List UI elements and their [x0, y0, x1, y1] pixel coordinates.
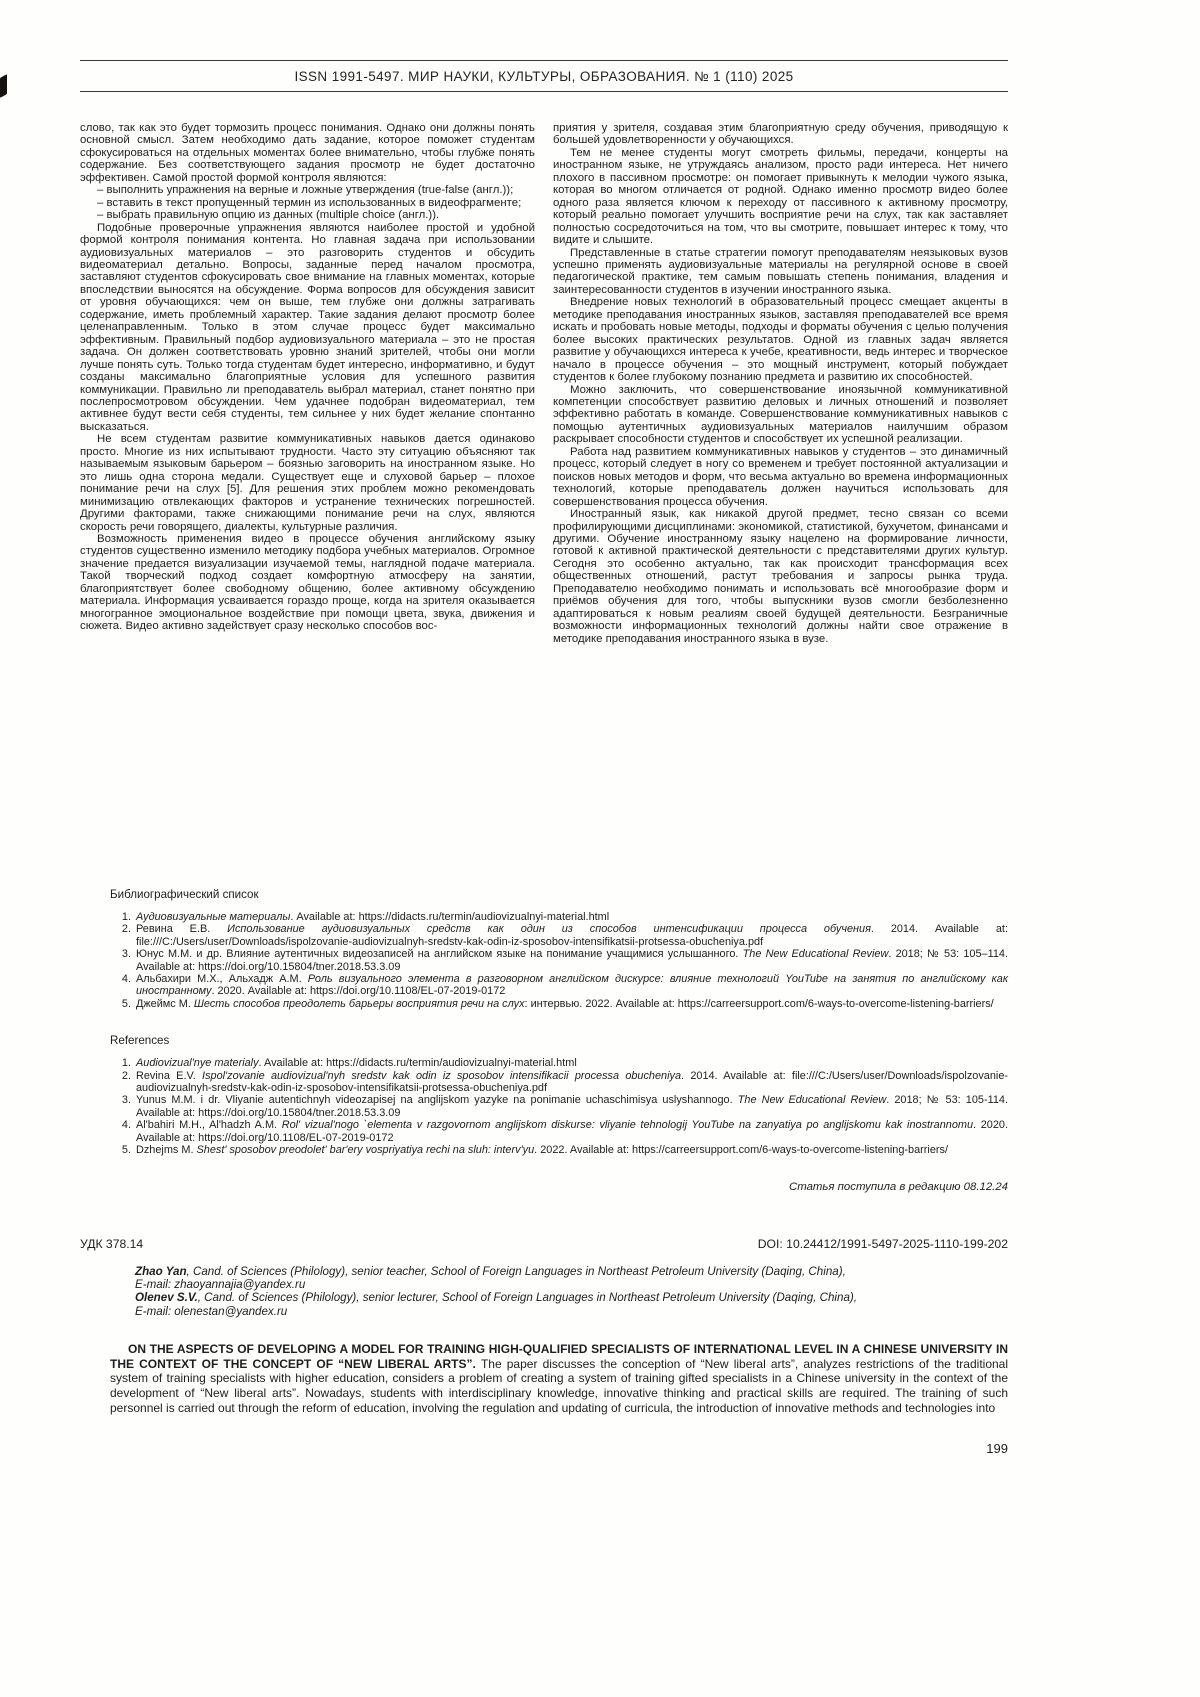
- references-heading: References: [110, 1034, 170, 1048]
- bibliography-item: 3. Юнус М.М. и др. Влияние аутентичных видеозаписей на английском языке на понимание учащимися услышанного. The New Educational Review. 2018; № 53: 105–114. Available at: https://doi.org/10.15804/tner.2018.53.3.09: [134, 948, 1008, 973]
- article-paragraph: Работа над развитием коммуникативных навыков у студентов – это динамичный процесс, который следует в ногу со временем и требует постоянной актуализации и поисков новых методов и форм, что весьма актуально во времена информационных технологий, которые преподаватель должен научиться использовать для совершенствования процесса обучения.: [553, 445, 1008, 508]
- scan-artifact: [0, 74, 7, 98]
- bibliography-heading: Библиографический список: [110, 888, 259, 901]
- page-content: [80, 0, 1008, 1456]
- author-line: Zhao Yan, Cand. of Sciences (Philology), senior teacher, School of Foreign Languages in Northeast Petroleum University (Daqing, China),: [135, 1264, 846, 1278]
- bibliography-item: 5. Джеймс М. Шесть способов преодолеть барьеры восприятия речи на слух: интервью. 2022. Available at: https://carreersupport.com/6-ways-to-overcome-listening-barriers/: [134, 998, 1008, 1010]
- references-list: [110, 1057, 1008, 1156]
- bibliography-item: 1. Аудиовизуальные материалы. Available at: https://didacts.ru/termin/audiovizualnyi-material.html: [134, 911, 1008, 923]
- article-paragraph: Представленные в статье стратегии помогут преподавателям неязыковых вузов успешно применять аудиовизуальные материалы на регулярной основе в своей педагогической практике, тем самым повышать степень понимания, владения и заинтересованности студентов в изучении иностранного языка.: [553, 246, 1008, 296]
- reference-item: 3. Yunus M.M. i dr. Vliyanie autentichnyh videozapisej na anglijskom yazyke na ponimanie uchaschimisya uslyshannogo. The New Educational Review. 2018; № 53: 105-114. Available at: https://doi.org/10.15804/tner.2018.53.3.09: [134, 1094, 1008, 1119]
- bibliography-item: 4. Альбахири М.Х., Альхадж А.М. Роль визуального элемента в разговорном английском дискурсе: влияние технологий YouTube на занятия по английскому как иностранному. 2020. Available at: https://doi.org/10.1108/EL-07-2019-0172: [134, 973, 1008, 998]
- reference-item: 1. Audiovizual'nye materialy. Available at: https://didacts.ru/termin/audiovizualnyi-material.html: [134, 1057, 1008, 1069]
- udk-label: УДК 378.14: [80, 1236, 144, 1251]
- reference-item: 2. Revina E.V. Ispol'zovanie audiovizual'nyh sredstv kak odin iz sposobov intensifikacii processa obucheniya. 2014. Available at: file:///C:/Users/user/Downloads/ispolzovanie-audiovizualnyh-sredstv-kak-odin-iz-sposobov-intensifikatsii-protsessa-obucheniya.pdf: [134, 1070, 1008, 1095]
- bibliography-item: 2. Ревина Е.В. Использование аудиовизуальных средств как один из способов интенсификации процесса обучения. 2014. Available at: file:///C:/Users/user/Downloads/ispolzovanie-audiovizualnyh-sredstv-kak-odin-iz-sposobov-intensifikatsii-protsessa-obucheniya.pdf: [134, 923, 1008, 948]
- doi-label: DOI: 10.24412/1991-5497-2025-1110-199-202: [757, 1236, 1008, 1251]
- article-paragraph: Не всем студентам развитие коммуникативных навыков дается одинаково просто. Многие из них испытывают трудности. Часто эту ситуацию объясняют так называемым языковым барьером – боязнью заговорить на иностранном языке. Но это лишь одна сторона медали. Существует еще и слуховой барьер – плохое понимание речи на слух [5]. Для решения этих проблем можно рекомендовать минимизацию отвлекающих факторов и устранение технических погрешностей. Другими факторами, также снижающими понимание речи на слух, являются скорость речи говорящего, диалекты, культурные различия.: [80, 433, 535, 533]
- authors-block: [135, 1265, 1008, 1319]
- article-title-abstract: ON THE ASPECTS OF DEVELOPING A MODEL FOR TRAINING HIGH-QUALIFIED SPECIALISTS OF INTERNATIONAL LEVEL IN A CHINESE UNIVERSITY IN THE CONTEXT OF THE CONCEPT OF “NEW LIBERAL ARTS”. The paper discusses the conception of “New liberal arts”, analyzes restrictions of the traditional system of training specialists with higher education, considers a problem of creating a system of training gifted specialists in a Chinese university in the context of the development of “New liberal arts”. Nowadays, students with interdisciplinary knowledge, innovative thinking and practical skills are required. The training of such personnel is carried out through the reform of education, involving the regulation and updating of curricula, the introduction of innovative methods and technologies into: [110, 1342, 1009, 1415]
- article-paragraph: Тем не менее студенты могут смотреть фильмы, передачи, концерты на иностранном языке, не утруждаясь анализом, просто ради интереса. Нет ничего плохого в пассивном просмотре: он помогает привыкнуть к мелодии чужого языка, которая во многом отличается от родной. Однако именно просмотр видео более одного раза является ключом к переходу от пассивного к активному просмотру, который реально помогает улучшить восприятие речи на слух, так как заставляет полностью сосредоточиться на том, что вы смотрите, повышает интерес к тому, что видите и слышите.: [553, 146, 1008, 247]
- author-email: E-mail: zhaoyannajia@yandex.ru: [135, 1277, 306, 1291]
- article-paragraph: Внедрение новых технологий в образовательный процесс смещает акценты в методике преподавания иностранных языков, заставляя преподавателей все время искать и пробовать новые методы, подходы и форматы обучения с целью получения более высоких практических результатов. Одной из главных задач является развитие у обучающихся интереса к учебе, креативности, ведь интерес и творческое начало в процессе обучения – это мощный инструмент, который побуждает студентов к более глубокому познанию предмета и развитию их способностей.: [553, 296, 1008, 384]
- author-line: Olenev S.V., Cand. of Sciences (Philology), senior lecturer, School of Foreign Languages in Northeast Petroleum University (Daqing, China),: [135, 1291, 857, 1305]
- received-note: Статья поступила в редакцию 08.12.24: [789, 1180, 1008, 1193]
- journal-header-text: ISSN 1991-5497. МИР НАУКИ, КУЛЬТУРЫ, ОБРАЗОВАНИЯ. № 1 (110) 2025: [294, 69, 794, 84]
- article-paragraph: – выполнить упражнения на верные и ложные утверждения (true-false (англ.));: [97, 184, 514, 197]
- column-left: [80, 122, 535, 633]
- article-paragraph: – выбрать правильную опцию из данных (multiple choice (англ.)).: [97, 209, 440, 222]
- journal-header: [80, 60, 1008, 92]
- article-paragraph: слово, так как это будет тормозить процесс понимания. Однако они должны понять основной смысл. Затем необходимо дать задание, которое поможет студентам сфокусироваться на отдельных моментах более внимательно, чтобы глубже понять содержание. Без соответствующего задания просмотр не будет достаточно эффективен. Самой простой формой контроля являются:: [80, 122, 535, 184]
- article-paragraph: Можно заключить, что совершенствование иноязычной коммуникативной компетенции способствует развитию деловых и личных отношений и позволяет эффективно работать в команде. Совершенствование коммуникативных навыков с помощью аутентичных аудиовизуальных материалов наилучшим образом раскрывает способности студентов и способствует их успешной реализации.: [553, 383, 1008, 446]
- article-paragraph: – вставить в текст пропущенный термин из использованных в видеофрагменте;: [97, 196, 522, 209]
- bibliography-list: [110, 911, 1008, 1010]
- author-email: E-mail: olenestan@yandex.ru: [135, 1304, 288, 1318]
- article-paragraph: Иностранный язык, как никакой другой предмет, тесно связан со всеми профилирующими дисциплинами: экономикой, статистикой, бухучетом, финансами и другими. Обучение иностранному языку нацелено на формирование личности, готовой к активной практической деятельности с представителями других культур. Сегодня это особенно актуально, так как происходит трансформация всех общественных отношений, растут требования и запросы рынка труда. Преподавателю необходимо понимать и использовать всё многообразие форм и приёмов обучения для того, чтобы выпускники вузов смогли безболезненно адаптироваться к новым реалиям своей будущей деятельности. Безграничные возможности информационных технологий должны найти свое отражение в методике преподавания иностранного языка в вузе.: [553, 508, 1008, 645]
- article-paragraph: Подобные проверочные упражнения являются наиболее простой и удобной формой контроля понимания контента. Но главная задача при использовании аудиовизуальных материалов – это разговорить студентов и обсудить видеоматериал детально. Вопросы, заданные перед началом просмотра, заставляют студентов сфокусировать свое внимание на главных моментах, которые впоследствии выносятся на обсуждение. Форма вопросов для обсуждения зависит от уровня обучающихся: чем он выше, тем глубже они должны затрагивать содержание, иметь проблемный характер. Такие задания делают просмотр более целенаправленным. Только в этом случае процесс будет максимально эффективным. Правильный подбор аудиовизуального материала – это не простая задача. Он должен соответствовать уровню знаний зрителей, чтобы они могли лучше понять суть. Только тогда студентам будет интересно, информативно, и будут созданы максимально благоприятные условия для успешного развития коммуникации. Правильно ли преподаватель выбрал материал, станет понятно при послепросмотровом обсуждении. Чем удачнее подобран видеоматериал, тем активнее будут вести себя студенты, тем сильнее у них будет желание спонтанно высказаться.: [80, 221, 535, 433]
- article-meta-row: [80, 1237, 1008, 1251]
- article-paragraph: приятия у зрителя, создавая этим благоприятную среду обучения, приводящую к большей удовлетворенности у обучающихся.: [553, 122, 1008, 147]
- reference-item: 5. Dzhejms M. Shest' sposobov preodolet' bar'ery vospriyatiya rechi na sluh: interv'yu. 2022. Available at: https://carreersupport.com/6-ways-to-overcome-listening-barriers/: [134, 1144, 1008, 1156]
- page-number: 199: [986, 1441, 1008, 1457]
- reference-item: 4. Al'bahiri M.H., Al'hadzh A.M. Rol' vizual'nogo `elementa v razgovornom anglijskom diskurse: vliyanie tehnologij YouTube na zanyatiya po anglijskomu kak inostrannomu. 2020. Available at: https://doi.org/10.1108/EL-07-2019-0172: [134, 1119, 1008, 1144]
- article-body-columns: [80, 122, 1008, 862]
- article-paragraph: Возможность применения видео в процессе обучения английскому языку студентов существенно изменило методику подбора учебных материалов. Огромное значение предается визуализации изучаемой темы, наглядной подаче материала. Такой творческий подход создает комфортную атмосферу на занятии, благоприятствует более свободному общению, более активному обсуждению материала. Информация усваивается гораздо проще, когда на зрителя оказывается многогранное эмоциональное воздействие при помощи цвета, звука, движения и сюжета. Видео активно задействует сразу несколько способов вос-: [80, 532, 535, 633]
- column-right: [553, 122, 1008, 645]
